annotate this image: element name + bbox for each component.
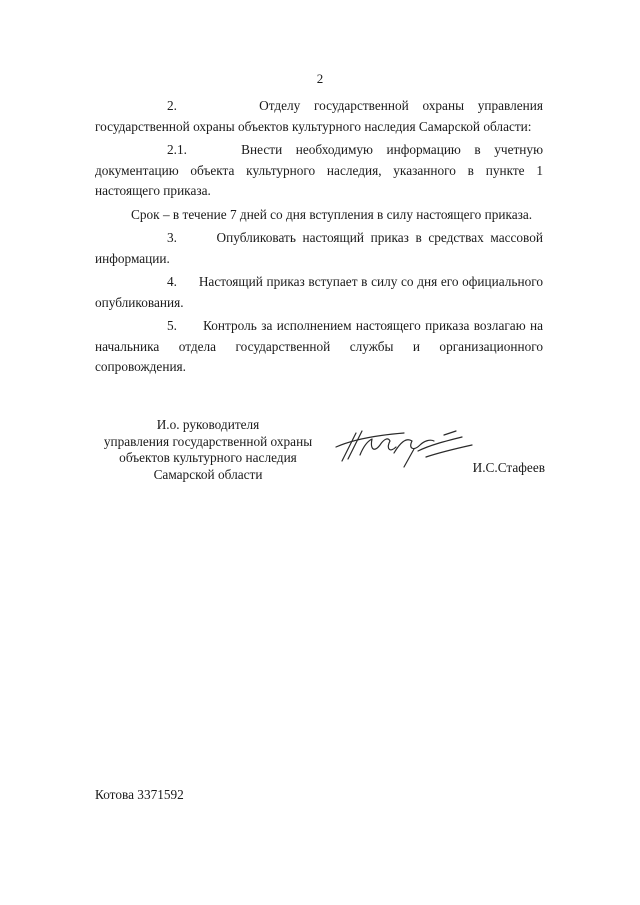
paragraph-text: Опубликовать настоящий приказ в средствах массовой информации. <box>95 230 543 266</box>
executor-contact: Котова 3371592 <box>95 787 184 802</box>
paragraph-number: 5. <box>167 318 177 333</box>
signer-position-line: Самарской области <box>153 466 263 482</box>
paragraph-number: 2.1. <box>167 142 187 157</box>
paragraph-2-1 <box>95 140 543 202</box>
paragraph-text: Контроль за исполнением настоящего приказа возлагаю на начальника отдела государственной службы и организационного сопровождения. <box>95 318 543 374</box>
paragraph-5 <box>95 316 543 378</box>
signer-position-line: объектов культурного наследия <box>119 450 297 465</box>
signer-position <box>96 417 320 483</box>
signer-name: И.С.Стафеев <box>472 460 545 475</box>
page-number: 2 <box>316 71 324 86</box>
paragraph-3 <box>95 228 543 269</box>
order-body <box>95 96 543 381</box>
paragraph-deadline <box>95 205 543 226</box>
paragraph-text: Срок – в течение 7 дней со дня вступления в силу настоящего приказа. <box>131 206 533 222</box>
paragraph-text: Внести необходимую информацию в учетную документацию объекта культурного наследия, указанного в пункте 1 настоящего приказа. <box>95 142 543 198</box>
paragraph-text: Настоящий приказ вступает в силу со дня его официального опубликования. <box>95 274 543 310</box>
paragraph-number: 3. <box>167 230 177 245</box>
paragraph-2 <box>95 96 543 137</box>
paragraph-number: 2. <box>167 98 177 113</box>
paragraph-text: Отделу государственной охраны управления государственной охраны объектов культурного наследия Самарской области: <box>95 98 543 134</box>
paragraph-4 <box>95 272 543 313</box>
signer-position-line: И.о. руководителя <box>156 417 260 432</box>
paragraph-number: 4. <box>167 274 177 289</box>
signer-position-line: управления государственной охраны <box>103 433 313 449</box>
